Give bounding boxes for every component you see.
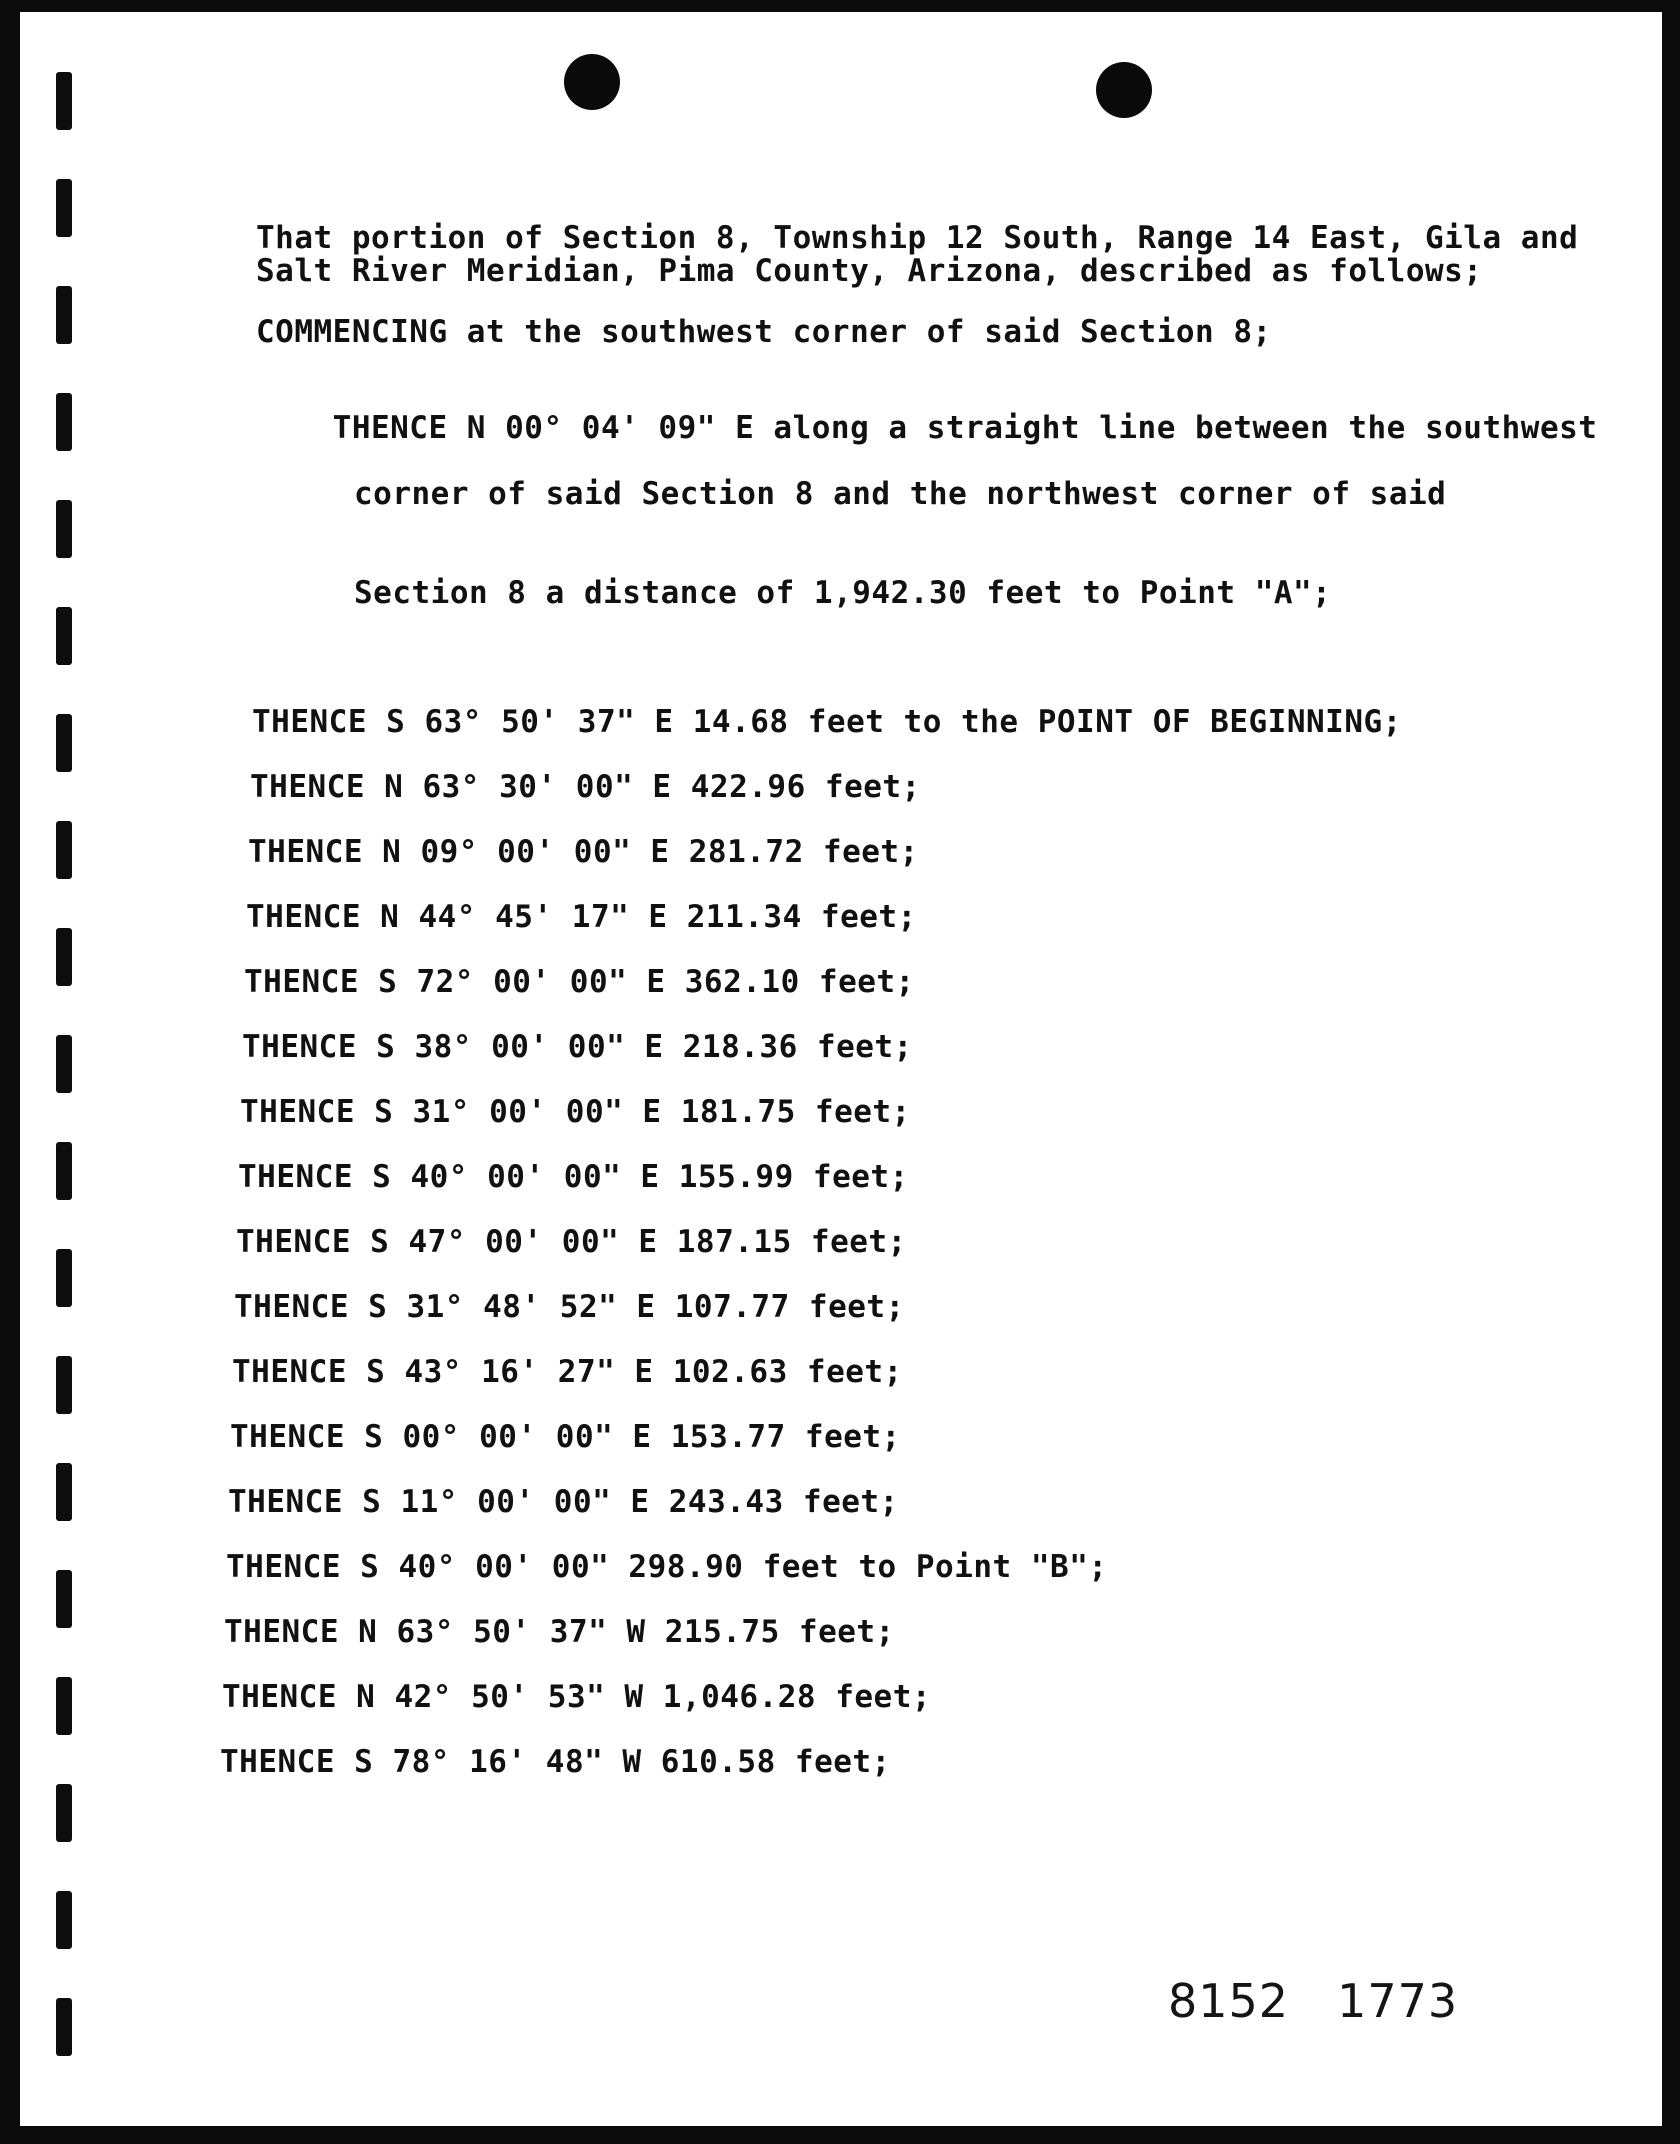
legal-description (220, 222, 1600, 1811)
sprocket-hole (56, 1677, 72, 1735)
sprocket-hole (56, 393, 72, 451)
course-line: THENCE S 00° 00' 00" E 153.77 feet; (230, 1419, 901, 1455)
first-course-line-1: THENCE N 00° 04' 09" E along a straight line between the southwest (332, 410, 1598, 446)
sprocket-hole (56, 1891, 72, 1949)
sprocket-hole (56, 1463, 72, 1521)
course-line: THENCE S 78° 16' 48" W 610.58 feet; (220, 1744, 891, 1780)
course-line: THENCE N 09° 00' 00" E 281.72 feet; (248, 834, 919, 870)
page-number: 1773 (1337, 1974, 1459, 2028)
commencing-paragraph: COMMENCING at the southwest corner of said Section 8; (256, 314, 1272, 350)
first-course-line-2: corner of said Section 8 and the northwest corner of said (354, 476, 1447, 512)
sprocket-hole (56, 286, 72, 344)
course-line: THENCE S 31° 00' 00" E 181.75 feet; (240, 1094, 911, 1130)
sprocket-hole (56, 72, 72, 130)
scan-border-top (0, 0, 1680, 12)
course-line: THENCE N 44° 45' 17" E 211.34 feet; (246, 899, 917, 935)
scan-border-right (1662, 0, 1680, 2144)
first-course-paragraph (256, 379, 1600, 676)
sprocket-hole (56, 500, 72, 558)
course-line: THENCE N 42° 50' 53" W 1,046.28 feet; (222, 1679, 932, 1715)
course-line: THENCE S 31° 48' 52" E 107.77 feet; (234, 1289, 905, 1325)
sprocket-hole (56, 607, 72, 665)
sprocket-hole (56, 1035, 72, 1093)
sprocket-hole (56, 928, 72, 986)
course-line: THENCE S 72° 00' 00" E 362.10 feet; (244, 964, 915, 1000)
punch-hole-right (1096, 62, 1152, 118)
course-line: THENCE S 11° 00' 00" E 243.43 feet; (228, 1484, 899, 1520)
course-line: THENCE S 40° 00' 00" 298.90 feet to Point "B"; (226, 1549, 1108, 1585)
sprocket-hole (56, 179, 72, 237)
course-line: THENCE N 63° 30' 00" E 422.96 feet; (250, 769, 921, 805)
course-line: THENCE S 38° 00' 00" E 218.36 feet; (242, 1029, 913, 1065)
course-line: THENCE N 63° 50' 37" W 215.75 feet; (224, 1614, 895, 1650)
course-line: THENCE S 47° 00' 00" E 187.15 feet; (236, 1224, 907, 1260)
sprocket-hole (56, 821, 72, 879)
sprocket-hole (56, 1784, 72, 1842)
recording-number (1168, 1974, 1458, 2028)
scan-border-bottom (0, 2126, 1680, 2144)
sprocket-hole (56, 1249, 72, 1307)
sprocket-hole (56, 1570, 72, 1628)
book-number: 8152 (1168, 1974, 1290, 2028)
course-line: THENCE S 40° 00' 00" E 155.99 feet; (238, 1159, 909, 1195)
scan-border-left (0, 0, 20, 2144)
punch-hole-left (564, 54, 620, 110)
sprocket-hole (56, 1998, 72, 2056)
course-line: THENCE S 63° 50' 37" E 14.68 feet to the POINT OF BEGINNING; (252, 704, 1402, 740)
course-list (220, 704, 1600, 1780)
first-course-line-3: Section 8 a distance of 1,942.30 feet to Point "A"; (354, 575, 1332, 611)
intro-paragraph: That portion of Section 8, Township 12 South, Range 14 East, Gila and Salt River Meridian, Pima County, Arizona, described as follows; (256, 220, 1598, 289)
sprocket-hole (56, 1142, 72, 1200)
course-line: THENCE S 43° 16' 27" E 102.63 feet; (232, 1354, 903, 1390)
sprocket-hole (56, 1356, 72, 1414)
sprocket-hole (56, 714, 72, 772)
